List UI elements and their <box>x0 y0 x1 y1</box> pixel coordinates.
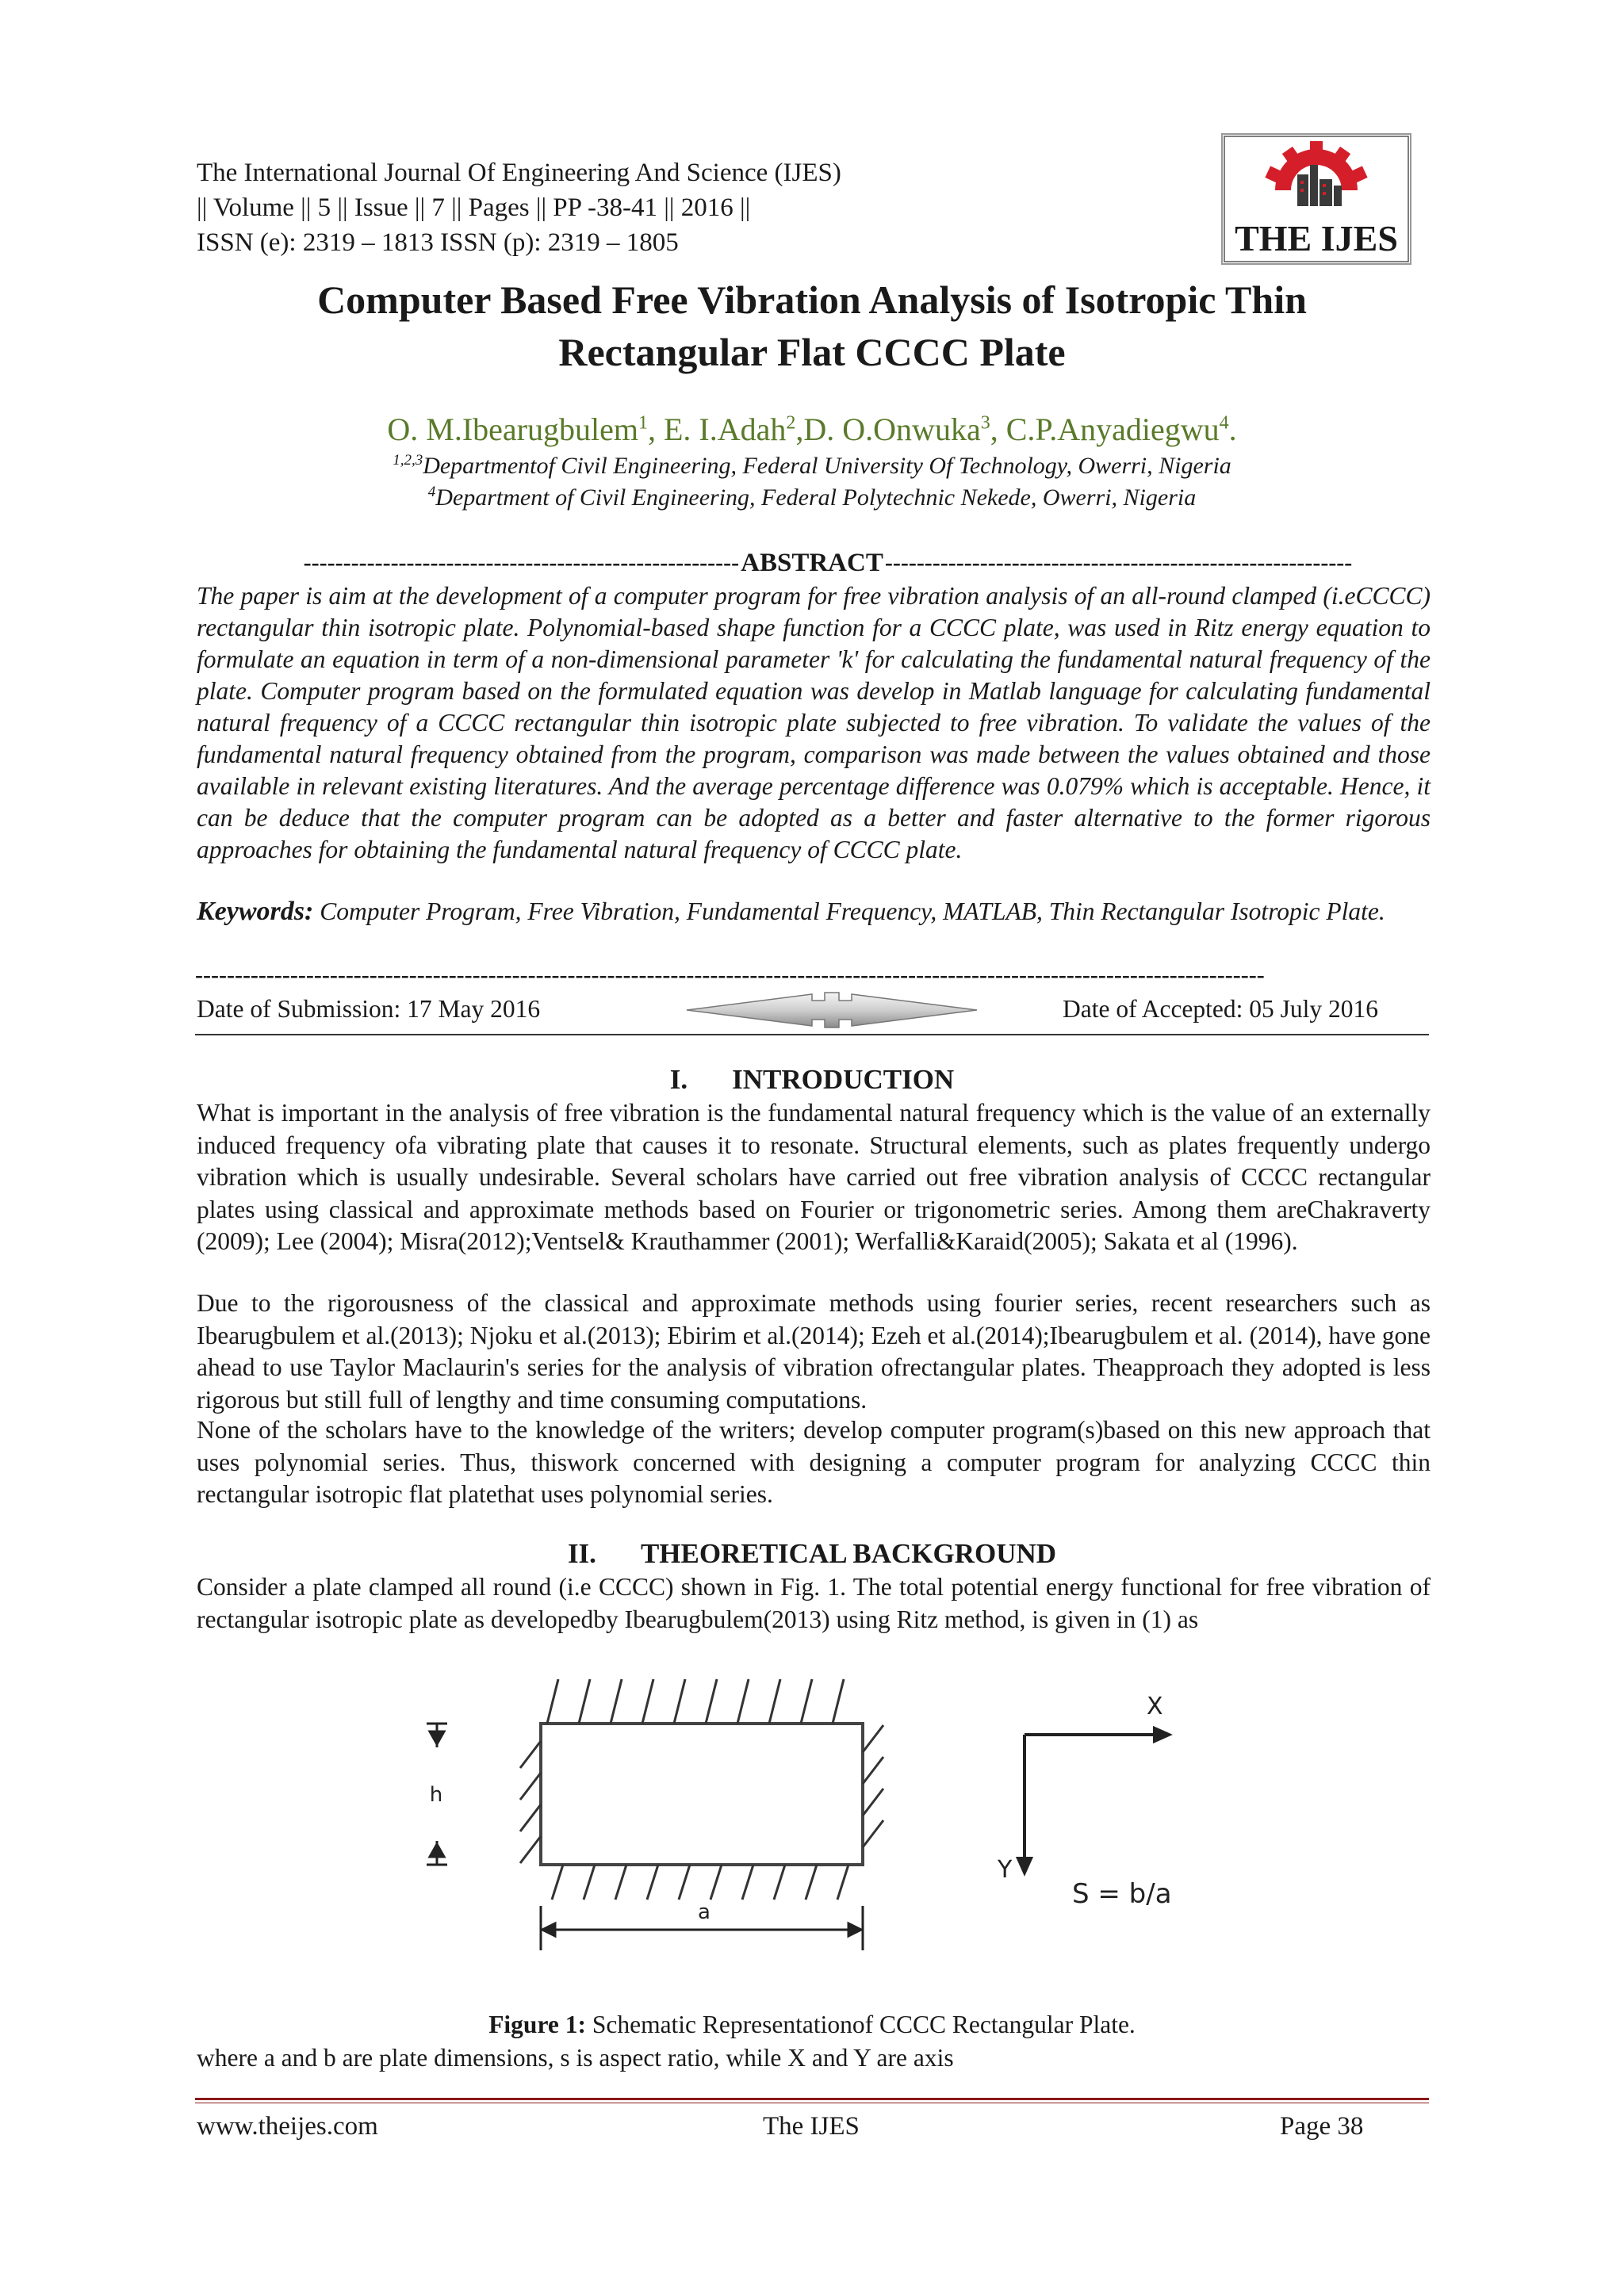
section-1-number: I. <box>669 1064 688 1095</box>
submission-date: Date of Submission: 17 May 2016 <box>197 995 541 1023</box>
ijes-logo <box>1221 133 1411 265</box>
label-aspect: S = b/a <box>1072 1878 1172 1910</box>
abstract-dashes-left: ------------------------------------------------------- <box>303 549 740 576</box>
abstract-text: The paper is aim at the development of a computer program for free vibration analysis of an all-round clamped (i.eCCCC) rectangular thin isotropic plate. Polynomial-based shape function for a CCCC plate, was used in Ritz energy equation to formulate an equation in term of a non-dimensional parameter 'k' for calculating the fundamental natural frequency of the plate. Computer program based on the formulated equation was develop in Matlab language for calculating fundamental natural frequency of a CCCC rectangular thin isotropic plate subjected to free vibration. To validate the values of the fundamental natural frequency obtained from the program, comparison was made between the values obtained and those available in relevant existing literatures. And the average percentage difference was 0.079% which is acceptable. Hence, it can be deduce that the computer program can be adopted as a better and faster alternative to the former rigorous approaches for obtaining the fundamental natural frequency of CCCC plate. <box>197 582 1431 863</box>
journal-name: The International Journal Of Engineering And Science (IJES) <box>197 159 841 187</box>
keywords-text: Computer Program, Free Vibration, Fundamental Frequency, MATLAB, Thin Rectangular Isotropic Plate. <box>313 897 1385 925</box>
label-y: Y <box>998 1856 1013 1884</box>
intro-paragraph-3: None of the scholars have to the knowledge of the writers; develop computer program(s)based on this new approach that uses polynomial series. Thus, thiswork concerned with designing a computer program for analyzing CCCC thin rectangular isotropic flat platethat uses polynomial series. <box>197 1416 1431 1508</box>
figure-1-caption-label: Figure 1: <box>488 2011 586 2038</box>
section-2-heading <box>0 1538 1624 1570</box>
affiliation-2 <box>0 484 1624 511</box>
plate-rectangle <box>541 1724 863 1865</box>
footer-rule-top <box>195 2098 1429 2100</box>
section-2-title: THEORETICAL BACKGROUND <box>640 1538 1057 1569</box>
keywords-label: Keywords: <box>197 897 314 926</box>
abstract-end-dashes: --------------------------------------------------------------------------------------------------------------------------------------- <box>195 962 1265 988</box>
author-3-sup: 3 <box>980 412 990 434</box>
gear-logo-icon <box>1221 133 1411 265</box>
affiliation-2-text: Department of Civil Engineering, Federal Polytechnic Nekede, Owerri, Nigeria <box>435 484 1197 511</box>
double-arrow-icon <box>685 989 979 1031</box>
footer-website[interactable]: www.theijes.com <box>197 2112 378 2141</box>
affiliation-2-sup: 4 <box>427 484 436 500</box>
volume-line: || Volume || 5 || Issue || 7 || Pages || PP -38-41 || 2016 || <box>197 193 751 222</box>
authors-end: . <box>1228 411 1237 447</box>
abstract-dashes-right: ----------------------------------------------------------- <box>884 549 1353 576</box>
keywords <box>197 896 1431 928</box>
author-1-sup: 1 <box>638 412 648 434</box>
affiliation-1 <box>0 452 1624 480</box>
author-4: , C.P.Anyadiegwu <box>990 411 1220 447</box>
author-1: O. M.Ibearugbulem <box>387 411 638 447</box>
author-2: , E. I.Adah <box>647 411 787 447</box>
paper-title-line1: Computer Based Free Vibration Analysis of Isotropic Thin <box>317 277 1307 322</box>
theory-paragraph-1: Consider a plate clamped all round (i.e CCCC) shown in Fig. 1. The total potential energy functional for free vibration of rectangular isotropic plate as developedby Ibearugbulem(2013) using Ritz method, is given in (1) as <box>197 1573 1431 1633</box>
logo-text: THE IJES <box>1235 218 1398 258</box>
label-x: X <box>1147 1693 1163 1720</box>
issn-line: ISSN (e): 2319 – 1813 ISSN (p): 2319 – 1805 <box>197 228 679 257</box>
section-2-number: II. <box>567 1538 596 1569</box>
section-1-heading <box>0 1064 1624 1096</box>
footer-page-number: Page 38 <box>1280 2112 1364 2141</box>
footer-journal: The IJES <box>763 2112 860 2141</box>
affiliation-1-text: Departmentof Civil Engineering, Federal University Of Technology, Owerri, Nigeria <box>423 453 1231 479</box>
authors-line <box>0 411 1624 448</box>
abstract-heading: ABSTRACT <box>741 548 883 577</box>
paper-title-line2: Rectangular Flat CCCC Plate <box>558 330 1066 374</box>
intro-paragraph-1: What is important in the analysis of free vibration is the fundamental natural frequency which is the value of an externally induced frequency ofa vibrating plate that causes it to resonate. Structural elements, such as plates frequently undergo vibration which is usually undesirable. Several scholars have carried out free vibration analysis of CCCC rectangular plates using classical and approximate methods based on Fourier or trigonometric series. Among them areChakraverty (2009); Lee (2004); Misra(2012);Ventsel& Krauthammer (2001); Werfalli&Karaid(2005); Sakata et al (1996). <box>197 1099 1431 1255</box>
accepted-date: Date of Accepted: 05 July 2016 <box>1063 995 1379 1023</box>
section-1-title: INTRODUCTION <box>732 1064 955 1095</box>
figure-1-caption <box>0 2011 1624 2039</box>
author-4-sup: 4 <box>1219 412 1229 434</box>
after-figure-text: where a and b are plate dimensions, s is aspect ratio, while X and Y are axis <box>197 2044 954 2072</box>
author-3: ,D. O.Onwuka <box>795 411 981 447</box>
affiliation-1-sup: 1,2,3 <box>393 452 423 469</box>
dates-divider <box>195 1034 1429 1035</box>
label-h: h <box>429 1783 443 1807</box>
figure-1 <box>420 1665 1182 1982</box>
label-a: a <box>698 1900 710 1924</box>
author-2-sup: 2 <box>786 412 796 434</box>
figure-1-caption-text: Schematic Representationof CCCC Rectangular Plate. <box>585 2011 1136 2038</box>
intro-paragraph-2: Due to the rigorousness of the classical and approximate methods using fourier series, recent researchers such as Ibearugbulem et al.(2013); Njoku et al.(2013); Ebirim et al.(2014); Ezeh et al.(2014);Ibearugbulem et al. (2014), have gone ahead to use Taylor Maclaurin's series for the analysis of vibration ofrectangular plates. Theapproach they adopted is less rigorous but still full of lengthy and time consuming computations. <box>197 1289 1431 1414</box>
abstract-heading-row <box>195 547 1429 579</box>
axes-icon <box>1018 1728 1169 1873</box>
